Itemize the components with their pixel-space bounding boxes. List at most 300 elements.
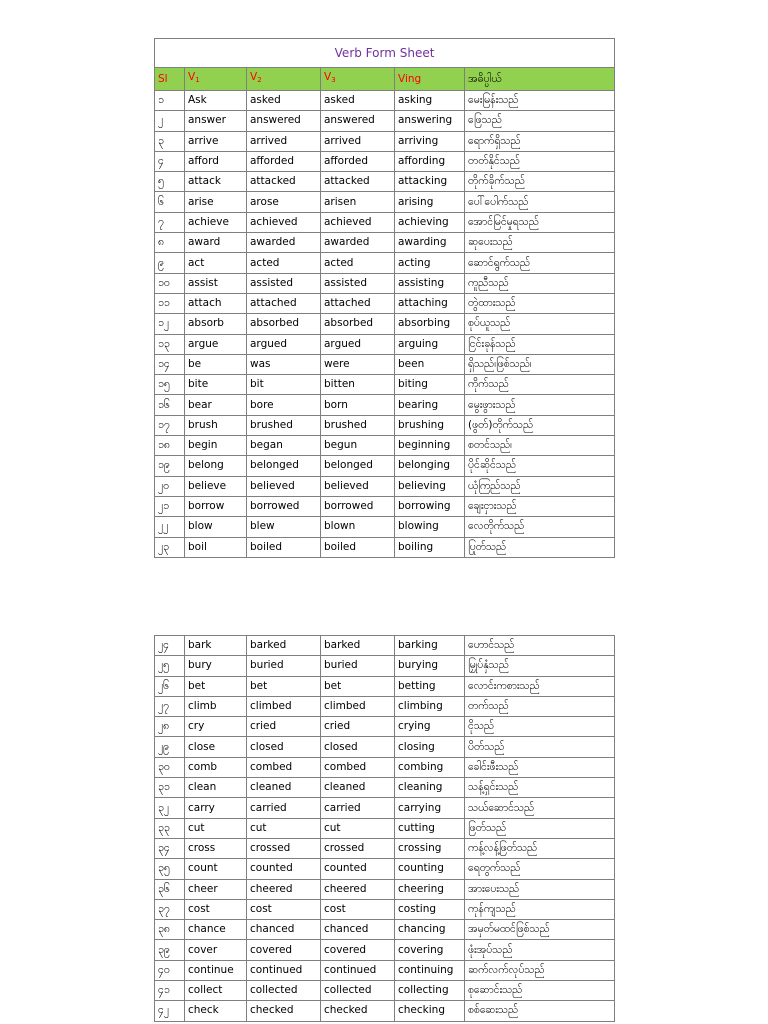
cell-ving: asking [395,91,465,111]
cell-v2: attacked [247,172,321,192]
cell-v3: climbed [321,696,395,716]
cell-v1: attach [185,293,247,313]
cell-ving: combing [395,757,465,777]
cell-v1: chance [185,920,247,940]
cell-meaning: စုဆောင်းသည် [465,981,615,1001]
cell-v3: boiled [321,537,395,557]
cell-v3: cut [321,818,395,838]
table-row [155,717,615,737]
cell-meaning: မေးမြန်းသည် [465,91,615,111]
cell-sl: ၃၆ [155,879,185,899]
cell-v1: afford [185,151,247,171]
cell-v2: argued [247,334,321,354]
cell-v2: bore [247,395,321,415]
cell-meaning: ကုန်ကျသည် [465,899,615,919]
cell-ving: cheering [395,879,465,899]
table-row [155,91,615,111]
cell-sl: ၁ [155,91,185,111]
cell-meaning: ကူညီသည် [465,273,615,293]
cell-sl: ၂၄ [155,636,185,656]
table-row [155,496,615,516]
cell-sl: ၃၄ [155,838,185,858]
cell-ving: barking [395,636,465,656]
cell-v2: chanced [247,920,321,940]
table-row [155,517,615,537]
cell-v3: borrowed [321,496,395,516]
cell-v3: continued [321,960,395,980]
cell-sl: ၃၇ [155,899,185,919]
table-row [155,981,615,1001]
cell-ving: collecting [395,981,465,1001]
table-row [155,818,615,838]
cell-meaning: ရှိသည်၊ဖြစ်သည်၊ [465,354,615,374]
cell-sl: ၁၈ [155,436,185,456]
cell-v2: barked [247,636,321,656]
cell-v3: believed [321,476,395,496]
cell-ving: achieving [395,212,465,232]
cell-v3: arrived [321,131,395,151]
cell-v2: awarded [247,233,321,253]
cell-sl: ၅ [155,172,185,192]
cell-v2: covered [247,940,321,960]
cell-ving: carrying [395,798,465,818]
cell-v1: boil [185,537,247,557]
title-row [155,39,615,68]
table-row [155,676,615,696]
cell-meaning: မွေးဖွားသည် [465,395,615,415]
cell-sl: ၁၇ [155,415,185,435]
cell-v2: arose [247,192,321,212]
cell-meaning: တတ်နိုင်သည် [465,151,615,171]
cell-ving: cutting [395,818,465,838]
cell-ving: boiling [395,537,465,557]
cell-sl: ၂၃ [155,537,185,557]
cell-sl: ၃၃ [155,818,185,838]
cell-ving: awarding [395,233,465,253]
sheet-title: Verb Form Sheet [155,39,615,68]
cell-meaning: တက်သည် [465,696,615,716]
table-row [155,696,615,716]
table-body-top [155,91,615,558]
cell-v3: awarded [321,233,395,253]
cell-ving: checking [395,1001,465,1021]
cell-v2: answered [247,111,321,131]
cell-v2: assisted [247,273,321,293]
cell-v3: collected [321,981,395,1001]
cell-meaning: စစ်ဆေးသည် [465,1001,615,1021]
cell-ving: acting [395,253,465,273]
table-row [155,293,615,313]
cell-ving: attaching [395,293,465,313]
cell-v2: continued [247,960,321,980]
table-row [155,395,615,415]
cell-meaning: တွဲထားသည် [465,293,615,313]
cell-sl: ၂၅ [155,656,185,676]
cell-v1: absorb [185,314,247,334]
cell-sl: ၃၁ [155,778,185,798]
cell-v3: chanced [321,920,395,940]
cell-v2: brushed [247,415,321,435]
cell-meaning: အားပေးသည် [465,879,615,899]
table-row [155,940,615,960]
cell-v1: continue [185,960,247,980]
cell-v1: bury [185,656,247,676]
cell-v1: cover [185,940,247,960]
cell-v2: combed [247,757,321,777]
table-row [155,899,615,919]
cell-ving: believing [395,476,465,496]
cell-v3: cleaned [321,778,395,798]
cell-v1: attack [185,172,247,192]
cell-v2: checked [247,1001,321,1021]
cell-ving: arising [395,192,465,212]
cell-v1: act [185,253,247,273]
cell-sl: ၆ [155,192,185,212]
table-row [155,415,615,435]
cell-sl: ၃၈ [155,920,185,940]
cell-v2: cheered [247,879,321,899]
cell-sl: ၃၅ [155,859,185,879]
cell-v3: afforded [321,151,395,171]
table-row [155,192,615,212]
cell-sl: ၃ [155,131,185,151]
cell-v2: acted [247,253,321,273]
cell-sl: ၂၇ [155,696,185,716]
cell-v2: absorbed [247,314,321,334]
cell-v1: begin [185,436,247,456]
cell-ving: beginning [395,436,465,456]
cell-meaning: ချေးငှားသည် [465,496,615,516]
cell-v1: achieve [185,212,247,232]
cell-sl: ၉ [155,253,185,273]
cell-ving: absorbing [395,314,465,334]
cell-v2: climbed [247,696,321,716]
cell-v2: carried [247,798,321,818]
cell-meaning: ပြုတ်သည် [465,537,615,557]
header-ving: Ving [395,68,465,91]
table-row [155,859,615,879]
cell-sl: ၁၅ [155,375,185,395]
header-meaning: အဓိပ္ပါယ် [465,68,615,91]
cell-v2: cried [247,717,321,737]
cell-meaning: အမှတ်မထင်ဖြစ်သည် [465,920,615,940]
cell-meaning: ဖြေသည် [465,111,615,131]
verb-table-bottom [154,635,615,1022]
cell-v2: bet [247,676,321,696]
header-v1: $V_1$ [185,68,247,91]
cell-v2: buried [247,656,321,676]
cell-v3: attacked [321,172,395,192]
cell-v1: check [185,1001,247,1021]
table-row [155,798,615,818]
cell-v2: crossed [247,838,321,858]
table-row [155,960,615,980]
cell-v1: count [185,859,247,879]
cell-v3: born [321,395,395,415]
cell-meaning: တိုက်ခိုက်သည် [465,172,615,192]
cell-v3: blown [321,517,395,537]
table-row [155,233,615,253]
table-row [155,879,615,899]
table-row [155,212,615,232]
cell-v2: bit [247,375,321,395]
table-row [155,354,615,374]
cell-v3: begun [321,436,395,456]
cell-v1: argue [185,334,247,354]
cell-sl: ၂၆ [155,676,185,696]
cell-ving: betting [395,676,465,696]
table-row [155,131,615,151]
cell-v3: covered [321,940,395,960]
cell-v3: combed [321,757,395,777]
cell-v1: bite [185,375,247,395]
cell-ving: attacking [395,172,465,192]
cell-v1: cut [185,818,247,838]
cell-ving: borrowing [395,496,465,516]
cell-ving: closing [395,737,465,757]
cell-v2: cut [247,818,321,838]
cell-v2: asked [247,91,321,111]
cell-ving: covering [395,940,465,960]
table-row [155,253,615,273]
cell-sl: ၄ [155,151,185,171]
header-row [155,68,615,91]
cell-v3: barked [321,636,395,656]
table-row [155,1001,615,1021]
cell-meaning: စုပ်ယူသည် [465,314,615,334]
cell-sl: ၁၀ [155,273,185,293]
cell-meaning: ဆုပေးသည် [465,233,615,253]
cell-v2: cleaned [247,778,321,798]
cell-v2: was [247,354,321,374]
cell-v3: belonged [321,456,395,476]
header-v3: $V_3$ [321,68,395,91]
cell-v2: arrived [247,131,321,151]
cell-ving: chancing [395,920,465,940]
cell-v3: argued [321,334,395,354]
cell-meaning: ငြင်းခုန်သည် [465,334,615,354]
cell-v2: borrowed [247,496,321,516]
cell-ving: belonging [395,456,465,476]
cell-v3: bitten [321,375,395,395]
cell-v2: collected [247,981,321,1001]
cell-v2: attached [247,293,321,313]
cell-v2: believed [247,476,321,496]
verb-table-top [154,38,615,558]
cell-sl: ၄၀ [155,960,185,980]
table-row [155,757,615,777]
cell-v1: blow [185,517,247,537]
cell-v1: bear [185,395,247,415]
cell-meaning: ဖုံးအုပ်သည် [465,940,615,960]
cell-sl: ၈ [155,233,185,253]
cell-v3: achieved [321,212,395,232]
cell-ving: burying [395,656,465,676]
cell-v2: belonged [247,456,321,476]
table-row [155,375,615,395]
cell-ving: continuing [395,960,465,980]
cell-v1: be [185,354,247,374]
cell-v1: carry [185,798,247,818]
cell-v1: Ask [185,91,247,111]
cell-v3: cost [321,899,395,919]
table-row [155,273,615,293]
cell-meaning: ဟောင်သည် [465,636,615,656]
cell-meaning: ဆက်လက်လုပ်သည် [465,960,615,980]
cell-v3: brushed [321,415,395,435]
cell-v3: checked [321,1001,395,1021]
cell-meaning: သယ်ဆောင်သည် [465,798,615,818]
cell-v1: cross [185,838,247,858]
table-row [155,920,615,940]
cell-v3: crossed [321,838,395,858]
header-sl: Sl [155,68,185,91]
cell-meaning: ယုံကြည်သည် [465,476,615,496]
cell-v1: believe [185,476,247,496]
cell-v1: borrow [185,496,247,516]
cell-meaning: အောင်မြင်မှုရသည် [465,212,615,232]
cell-v2: afforded [247,151,321,171]
cell-v2: closed [247,737,321,757]
cell-v2: began [247,436,321,456]
cell-sl: ၂၈ [155,717,185,737]
cell-v1: cost [185,899,247,919]
cell-sl: ၂၁ [155,496,185,516]
cell-v3: cried [321,717,395,737]
cell-meaning: ဆောင်ရွက်သည် [465,253,615,273]
cell-v1: bark [185,636,247,656]
cell-ving: assisting [395,273,465,293]
cell-v3: carried [321,798,395,818]
cell-ving: answering [395,111,465,131]
cell-v3: bet [321,676,395,696]
cell-v3: assisted [321,273,395,293]
cell-meaning: ပေါ်ပေါက်သည် [465,192,615,212]
cell-ving: affording [395,151,465,171]
cell-meaning: ငိုသည် [465,717,615,737]
cell-v1: answer [185,111,247,131]
cell-v2: counted [247,859,321,879]
cell-v1: arrive [185,131,247,151]
cell-sl: ၂၂ [155,517,185,537]
cell-ving: cleaning [395,778,465,798]
cell-v1: collect [185,981,247,1001]
cell-v3: closed [321,737,395,757]
cell-v2: boiled [247,537,321,557]
cell-v3: acted [321,253,395,273]
cell-meaning: ပိတ်သည် [465,737,615,757]
cell-v1: clean [185,778,247,798]
cell-ving: costing [395,899,465,919]
cell-meaning: ဖြတ်သည် [465,818,615,838]
cell-v1: bet [185,676,247,696]
table-row [155,636,615,656]
cell-v2: blew [247,517,321,537]
cell-sl: ၄၁ [155,981,185,1001]
cell-meaning: ရေတွက်သည် [465,859,615,879]
cell-v3: buried [321,656,395,676]
cell-sl: ၃၂ [155,798,185,818]
cell-meaning: ပိုင်ဆိုင်သည် [465,456,615,476]
table-row [155,436,615,456]
table-row [155,456,615,476]
cell-v3: arisen [321,192,395,212]
table-row [155,334,615,354]
table-row [155,476,615,496]
cell-sl: ၁၉ [155,456,185,476]
cell-meaning: ရောက်ရှိသည် [465,131,615,151]
cell-ving: arguing [395,334,465,354]
cell-meaning: လောင်းကစားသည် [465,676,615,696]
cell-ving: blowing [395,517,465,537]
cell-sl: ၁၃ [155,334,185,354]
cell-meaning: မြှုပ်နှံသည် [465,656,615,676]
cell-meaning: ခေါင်းဖီးသည် [465,757,615,777]
cell-ving: biting [395,375,465,395]
header-v2: $V_2$ [247,68,321,91]
cell-sl: ၂၉ [155,737,185,757]
table-row [155,537,615,557]
cell-v2: cost [247,899,321,919]
cell-sl: ၃၉ [155,940,185,960]
cell-sl: ၁၂ [155,314,185,334]
cell-sl: ၃၀ [155,757,185,777]
cell-v3: were [321,354,395,374]
cell-meaning: လေတိုက်သည် [465,517,615,537]
cell-ving: crossing [395,838,465,858]
cell-ving: bearing [395,395,465,415]
cell-v3: counted [321,859,395,879]
cell-meaning: သန့်ရှင်းသည် [465,778,615,798]
cell-v1: cheer [185,879,247,899]
table-row [155,838,615,858]
table-row [155,172,615,192]
cell-ving: brushing [395,415,465,435]
cell-meaning: ကိုက်သည် [465,375,615,395]
cell-v1: arise [185,192,247,212]
cell-sl: ၂၀ [155,476,185,496]
cell-sl: ၂ [155,111,185,131]
cell-sl: ၁၁ [155,293,185,313]
cell-ving: arriving [395,131,465,151]
cell-v1: assist [185,273,247,293]
table-row [155,151,615,171]
cell-v3: absorbed [321,314,395,334]
table-row [155,778,615,798]
cell-ving: been [395,354,465,374]
cell-ving: counting [395,859,465,879]
cell-v1: award [185,233,247,253]
cell-v3: answered [321,111,395,131]
cell-meaning: (ဖွတ်)တိုက်သည် [465,415,615,435]
table-row [155,111,615,131]
cell-v2: achieved [247,212,321,232]
cell-ving: climbing [395,696,465,716]
cell-v1: belong [185,456,247,476]
cell-meaning: ကန့်လန့်ဖြတ်သည် [465,838,615,858]
table-row [155,314,615,334]
cell-v1: brush [185,415,247,435]
cell-v1: comb [185,757,247,777]
cell-v3: cheered [321,879,395,899]
cell-v3: attached [321,293,395,313]
table-row [155,737,615,757]
cell-v1: climb [185,696,247,716]
cell-meaning: စတင်သည်၊ [465,436,615,456]
cell-sl: ၁၆ [155,395,185,415]
cell-sl: ၇ [155,212,185,232]
table-row [155,656,615,676]
